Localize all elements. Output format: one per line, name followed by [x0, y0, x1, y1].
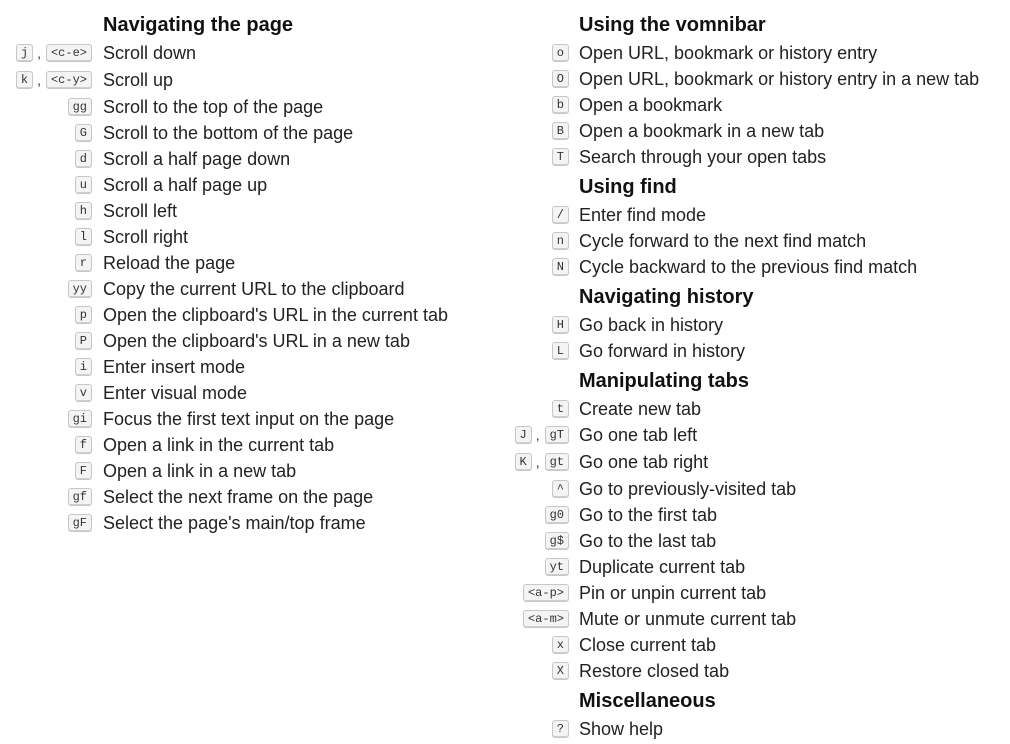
section-heading-tabs: Manipulating tabs [579, 370, 749, 392]
key-binding: <a-p> [523, 584, 569, 602]
section-heading-find: Using find [579, 176, 677, 198]
command-description: Enter insert mode [103, 357, 246, 377]
key-binding: r [75, 254, 92, 272]
key-binding: K [515, 453, 532, 471]
command-description: Open a bookmark [579, 95, 723, 115]
key-binding-group [0, 146, 92, 172]
key-binding-group [505, 580, 569, 606]
key-binding-group [505, 554, 569, 580]
key-binding-group [0, 406, 92, 432]
command-row-go-to-the-first-tab [505, 502, 1010, 528]
key-binding: f [75, 436, 92, 454]
key-binding-group [505, 396, 569, 422]
key-binding: gi [68, 410, 92, 428]
command-row-scroll-a-half-page-up [0, 172, 500, 198]
key-binding-group [505, 528, 569, 554]
command-row-open-url-bookmark-or-history-entry [505, 40, 1010, 66]
key-binding: l [75, 228, 92, 246]
command-row-open-a-bookmark [505, 92, 1010, 118]
key-binding-group [505, 449, 569, 475]
key-binding-group [505, 202, 569, 228]
key-binding: J [515, 426, 532, 444]
key-binding: j [16, 44, 33, 62]
command-row-go-one-tab-right [505, 449, 1010, 475]
key-binding-group [0, 432, 92, 458]
section-heading-navigating-page: Navigating the page [103, 14, 294, 36]
command-description: Scroll left [103, 201, 178, 221]
command-description: Scroll a half page up [103, 175, 268, 195]
command-row-go-to-the-last-tab [505, 528, 1010, 554]
key-binding: v [75, 384, 92, 402]
command-description: Go to the first tab [579, 505, 718, 525]
key-binding: G [75, 124, 92, 142]
key-binding: u [75, 176, 92, 194]
key-binding-group [0, 120, 92, 146]
command-description: Focus the first text input on the page [103, 409, 395, 429]
key-binding-group [0, 484, 92, 510]
key-binding: d [75, 150, 92, 168]
command-description: Select the next frame on the page [103, 487, 374, 507]
command-description: Open URL, bookmark or history entry in a new tab [579, 69, 980, 89]
command-row-enter-visual-mode [0, 380, 500, 406]
key-binding: b [552, 96, 569, 114]
command-row-search-through-your-open-tabs [505, 144, 1010, 170]
key-binding-group [0, 458, 92, 484]
key-binding-group [505, 144, 569, 170]
command-row-go-one-tab-left [505, 422, 1010, 448]
key-binding-group [0, 510, 92, 536]
key-binding: H [552, 316, 569, 334]
command-description: Select the page's main/top frame [103, 513, 366, 533]
key-binding-group [505, 632, 569, 658]
command-row-scroll-to-the-bottom-of-the-page [0, 120, 500, 146]
key-binding-group [0, 380, 92, 406]
key-binding-group [0, 67, 92, 93]
key-binding: <c-e> [46, 44, 92, 62]
key-binding: O [552, 70, 569, 88]
command-description: Scroll right [103, 227, 189, 247]
command-description: Create new tab [579, 399, 702, 419]
command-row-cycle-backward-to-the-previous-find-match [505, 254, 1010, 280]
command-description: Cycle backward to the previous find match [579, 257, 918, 277]
command-description: Duplicate current tab [579, 557, 746, 577]
key-binding: h [75, 202, 92, 220]
key-binding-group [0, 302, 92, 328]
key-binding: g$ [545, 532, 569, 550]
key-binding: X [552, 662, 569, 680]
key-binding-group [0, 328, 92, 354]
command-row-go-to-previously-visited-tab [505, 476, 1010, 502]
key-binding-group [505, 254, 569, 280]
command-row-duplicate-current-tab [505, 554, 1010, 580]
command-description: Open the clipboard's URL in a new tab [103, 331, 410, 351]
command-description: Go back in history [579, 315, 724, 335]
command-row-select-the-next-frame-on-the-page [0, 484, 500, 510]
key-binding: gT [545, 426, 569, 444]
command-row-open-the-clipboard-s-url-in-a-new-tab [0, 328, 500, 354]
command-row-pin-or-unpin-current-tab [505, 580, 1010, 606]
section-heading-vomnibar: Using the vomnibar [579, 14, 766, 36]
command-row-select-the-page-s-main-top-frame [0, 510, 500, 536]
command-description: Scroll down [103, 43, 197, 63]
key-binding: gF [68, 514, 92, 532]
key-binding-group [0, 276, 92, 302]
command-description: Open URL, bookmark or history entry [579, 43, 878, 63]
key-binding-group [505, 312, 569, 338]
command-description: Scroll up [103, 70, 174, 90]
key-binding-group [0, 172, 92, 198]
section-heading-misc: Miscellaneous [579, 690, 716, 712]
command-description: Search through your open tabs [579, 147, 827, 167]
key-separator: , [37, 72, 41, 88]
command-description: Scroll a half page down [103, 149, 291, 169]
key-binding-group [505, 476, 569, 502]
key-binding-group [505, 716, 569, 742]
command-row-scroll-up [0, 67, 500, 93]
command-row-open-a-bookmark-in-a-new-tab [505, 118, 1010, 144]
command-row-restore-closed-tab [505, 658, 1010, 684]
command-row-cycle-forward-to-the-next-find-match [505, 228, 1010, 254]
command-description: Enter visual mode [103, 383, 248, 403]
key-binding: gt [545, 453, 569, 471]
command-row-scroll-a-half-page-down [0, 146, 500, 172]
key-binding: / [552, 206, 569, 224]
command-description: Pin or unpin current tab [579, 583, 767, 603]
key-binding-group [505, 118, 569, 144]
command-description: Mute or unmute current tab [579, 609, 797, 629]
command-description: Open a bookmark in a new tab [579, 121, 825, 141]
key-binding: yt [545, 558, 569, 576]
command-description: Scroll to the bottom of the page [103, 123, 354, 143]
key-binding-group [0, 250, 92, 276]
key-binding-group [0, 94, 92, 120]
key-binding: B [552, 122, 569, 140]
command-description: Enter find mode [579, 205, 707, 225]
key-binding: <c-y> [46, 71, 92, 89]
key-binding-group [505, 502, 569, 528]
command-description: Open the clipboard's URL in the current tab [103, 305, 448, 325]
command-description: Open a link in a new tab [103, 461, 297, 481]
key-binding: i [75, 358, 92, 376]
key-binding: T [552, 148, 569, 166]
key-separator: , [535, 454, 540, 470]
key-binding-group [0, 224, 92, 250]
command-row-enter-find-mode [505, 202, 1010, 228]
key-binding-group [505, 338, 569, 364]
command-row-open-a-link-in-the-current-tab [0, 432, 500, 458]
command-row-create-new-tab [505, 396, 1010, 422]
key-binding: n [552, 232, 569, 250]
command-row-scroll-right [0, 224, 500, 250]
command-description: Go to previously-visited tab [579, 479, 797, 499]
key-binding: g0 [545, 506, 569, 524]
key-binding: t [552, 400, 569, 418]
key-binding-group [505, 40, 569, 66]
key-binding: ^ [552, 480, 569, 498]
command-row-open-url-bookmark-or-history-entry-in-a-new-tab [505, 66, 1010, 92]
command-row-scroll-to-the-top-of-the-page [0, 94, 500, 120]
command-description: Go forward in history [579, 341, 746, 361]
key-binding: gf [68, 488, 92, 506]
command-description: Go one tab right [579, 452, 709, 472]
command-description: Go to the last tab [579, 531, 717, 551]
command-row-reload-the-page [0, 250, 500, 276]
command-description: Close current tab [579, 635, 717, 655]
key-binding-group [505, 606, 569, 632]
command-row-scroll-down [0, 40, 500, 66]
command-row-mute-or-unmute-current-tab [505, 606, 1010, 632]
key-binding: p [75, 306, 92, 324]
command-description: Scroll to the top of the page [103, 97, 324, 117]
section-heading-history: Navigating history [579, 286, 754, 308]
key-binding: N [552, 258, 569, 276]
command-description: Open a link in the current tab [103, 435, 335, 455]
key-binding: F [75, 462, 92, 480]
command-row-focus-the-first-text-input-on-the-page [0, 406, 500, 432]
key-binding-group [505, 228, 569, 254]
key-binding: ? [552, 720, 569, 738]
key-separator: , [535, 427, 540, 443]
command-row-open-the-clipboard-s-url-in-the-current-tab [0, 302, 500, 328]
key-binding-group [505, 422, 569, 448]
command-row-open-a-link-in-a-new-tab [0, 458, 500, 484]
key-separator: , [37, 45, 41, 61]
key-binding: P [75, 332, 92, 350]
command-description: Go one tab left [579, 425, 698, 445]
command-row-go-forward-in-history [505, 338, 1010, 364]
command-row-go-back-in-history [505, 312, 1010, 338]
command-row-show-help [505, 716, 1010, 742]
command-row-enter-insert-mode [0, 354, 500, 380]
key-binding-group [505, 92, 569, 118]
key-binding: gg [68, 98, 92, 116]
command-row-copy-the-current-url-to-the-clipboard [0, 276, 500, 302]
command-description: Show help [579, 719, 664, 739]
key-binding-group [0, 354, 92, 380]
command-description: Copy the current URL to the clipboard [103, 279, 405, 299]
command-row-scroll-left [0, 198, 500, 224]
key-binding: x [552, 636, 569, 654]
key-binding: o [552, 44, 569, 62]
key-binding: <a-m> [523, 610, 569, 628]
command-description: Reload the page [103, 253, 236, 273]
key-binding-group [0, 198, 92, 224]
command-description: Cycle forward to the next find match [579, 231, 867, 251]
key-binding: k [16, 71, 33, 89]
command-row-close-current-tab [505, 632, 1010, 658]
command-description: Restore closed tab [579, 661, 730, 681]
key-binding: L [552, 342, 569, 360]
key-binding-group [0, 40, 92, 66]
key-binding-group [505, 658, 569, 684]
key-binding: yy [68, 280, 92, 298]
key-binding-group [505, 66, 569, 92]
